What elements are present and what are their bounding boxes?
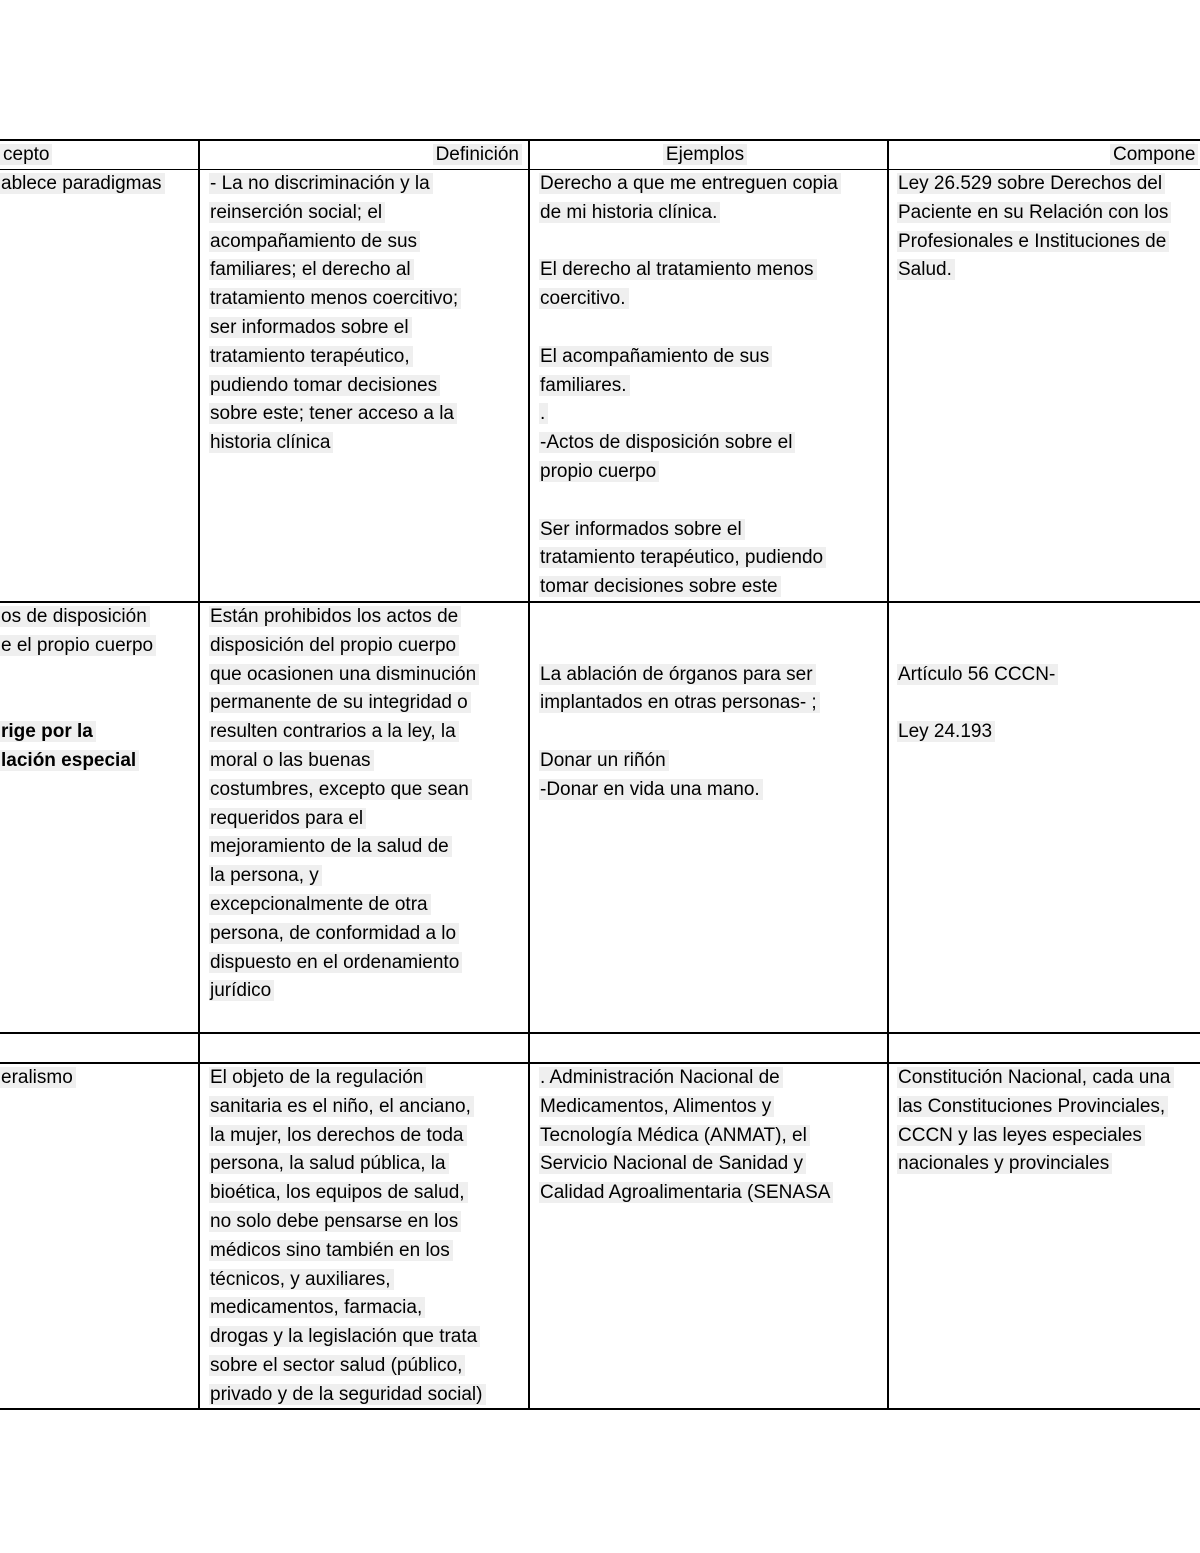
header-ejemplos: Ejemplos: [530, 141, 880, 169]
cell-text: mejoramiento de la salud de: [209, 836, 452, 857]
cell-text-line: [209, 949, 525, 978]
cell-text: sanitaria es el niño, el anciano,: [209, 1096, 474, 1117]
cell-text-line: [539, 661, 885, 690]
cell-text-line: [897, 632, 1200, 661]
header-componentes: Compone: [1110, 141, 1200, 169]
cell-text: Derecho a que me entreguen copia: [539, 173, 841, 194]
cell-text: coercitivo.: [539, 288, 629, 309]
cell-text: rige por la: [0, 721, 96, 742]
cell-text: CCCN y las leyes especiales: [897, 1125, 1145, 1146]
cell-text-line: [209, 747, 525, 776]
cell-text: nacionales y provinciales: [897, 1153, 1112, 1174]
cell-text-line: [897, 228, 1200, 257]
cell-text-line: [539, 170, 885, 199]
cell-text-line: [539, 199, 885, 228]
cell-text: Ley 26.529 sobre Derechos del: [897, 173, 1165, 194]
cell-text-line: [539, 776, 885, 805]
row-3-definicion-cell: [209, 1064, 525, 1410]
cell-text-line: [539, 573, 885, 602]
cell-text: técnicos, y auxiliares,: [209, 1269, 394, 1290]
cell-text: Tecnología Médica (ANMAT), el: [539, 1125, 810, 1146]
cell-text: reinserción social; el: [209, 202, 385, 223]
cell-text: privado y de la seguridad social): [209, 1384, 486, 1405]
cell-text: Medicamentos, Alimentos y: [539, 1096, 774, 1117]
cell-text: sobre este; tener acceso a la: [209, 403, 457, 424]
cell-text: Donar un riñón: [539, 750, 669, 771]
cell-text-line: [209, 429, 525, 458]
cell-text-line: [539, 458, 885, 487]
cell-text: no solo debe pensarse en los: [209, 1211, 461, 1232]
cell-text: El objeto de la regulación: [209, 1067, 426, 1088]
cell-text-line: [209, 718, 525, 747]
cell-text-line: [209, 776, 525, 805]
cell-text: .: [539, 403, 548, 424]
cell-text-line: [209, 1093, 525, 1122]
cell-text: Ser informados sobre el: [539, 519, 745, 540]
cell-text-line: [209, 862, 525, 891]
row2-bottom-border: [0, 1032, 1200, 1034]
cell-text: Paciente en su Relación con los: [897, 202, 1171, 223]
cell-text: la persona, y: [209, 865, 322, 886]
cell-text: . Administración Nacional de: [539, 1067, 783, 1088]
cell-text-line: [0, 632, 196, 661]
cell-text: familiares; el derecho al: [209, 259, 414, 280]
cell-text: jurídico: [209, 980, 274, 1001]
cell-text-line: [209, 891, 525, 920]
cell-text-line: [897, 256, 1200, 285]
row-1-definicion-cell: [209, 170, 525, 458]
cell-text: tratamiento terapéutico, pudiendo: [539, 547, 826, 568]
cell-text: acompañamiento de sus: [209, 231, 420, 252]
cell-text-line: [209, 256, 525, 285]
cell-text: persona, la salud pública, la: [209, 1153, 449, 1174]
cell-text: dispuesto en el ordenamiento: [209, 952, 462, 973]
cell-text: de mi historia clínica.: [539, 202, 720, 223]
cell-text-line: [539, 747, 885, 776]
cell-text: la mujer, los derechos de toda: [209, 1125, 467, 1146]
cell-text-line: [0, 661, 196, 690]
column-divider-3: [887, 139, 889, 1410]
cell-text-line: [209, 1179, 525, 1208]
row-2-concepto-cell: [0, 603, 196, 776]
cell-text-line: [539, 256, 885, 285]
cell-text: e el propio cuerpo: [0, 635, 156, 656]
cell-text: propio cuerpo: [539, 461, 659, 482]
cell-text-line: [209, 400, 525, 429]
cell-text: excepcionalmente de otra: [209, 894, 431, 915]
cell-text: persona, de conformidad a lo: [209, 923, 459, 944]
cell-text-line: [539, 285, 885, 314]
cell-text-line: [209, 689, 525, 718]
cell-text-line: [209, 199, 525, 228]
cell-text: [539, 490, 543, 511]
cell-text: Profesionales e Instituciones de: [897, 231, 1169, 252]
row-2-componentes-cell: [897, 603, 1200, 747]
cell-text: -Donar en vida una mano.: [539, 779, 763, 800]
cell-text-line: [0, 747, 196, 776]
cell-text-line: [539, 1093, 885, 1122]
cell-text: [0, 664, 4, 685]
cell-text-line: [897, 1122, 1200, 1151]
row-2-ejemplos-cell: [539, 603, 885, 805]
cell-text-line: [539, 1064, 885, 1093]
row-2-definicion-cell: [209, 603, 525, 1006]
cell-text-line: [539, 228, 885, 257]
cell-text-line: [209, 603, 525, 632]
cell-text-line: [539, 400, 885, 429]
row-1-componentes-cell: [897, 170, 1200, 285]
cell-text-line: [209, 372, 525, 401]
cell-text: Constitución Nacional, cada una: [897, 1067, 1174, 1088]
cell-text-line: [897, 1150, 1200, 1179]
cell-text-line: [209, 632, 525, 661]
cell-text-line: [539, 1122, 885, 1151]
cell-text: os de disposición: [0, 606, 150, 627]
cell-text-line: [539, 689, 885, 718]
row-3-concepto-cell: [0, 1064, 196, 1093]
cell-text: implantados en otras personas- ;: [539, 692, 820, 713]
cell-text-line: [539, 544, 885, 573]
cell-text: familiares.: [539, 375, 630, 396]
cell-text-line: [209, 1294, 525, 1323]
cell-text: El derecho al tratamiento menos: [539, 259, 817, 280]
cell-text: Ley 24.193: [897, 721, 995, 742]
cell-text-line: [897, 603, 1200, 632]
cell-text: [539, 317, 543, 338]
cell-text: Están prohibidos los actos de: [209, 606, 461, 627]
cell-text-line: [539, 632, 885, 661]
cell-text-line: [209, 1266, 525, 1295]
cell-text: historia clínica: [209, 432, 333, 453]
cell-text: eralismo: [0, 1067, 76, 1088]
cell-text: [897, 692, 901, 713]
cell-text: médicos sino también en los: [209, 1240, 453, 1261]
header-concepto: cepto: [0, 141, 196, 169]
cell-text-line: [209, 1381, 525, 1410]
cell-text-line: [539, 429, 885, 458]
cell-text: moral o las buenas: [209, 750, 374, 771]
cell-text: permanente de su integridad o: [209, 692, 471, 713]
cell-text: costumbres, excepto que sean: [209, 779, 472, 800]
cell-text: [897, 635, 901, 656]
cell-text: sobre el sector salud (público,: [209, 1355, 465, 1376]
cell-text-line: [209, 1352, 525, 1381]
cell-text: tratamiento menos coercitivo;: [209, 288, 461, 309]
cell-text-line: [209, 1150, 525, 1179]
cell-text-line: [0, 170, 196, 199]
row-3-ejemplos-cell: [539, 1064, 885, 1208]
cell-text-line: [209, 661, 525, 690]
cell-text: ablece paradigmas: [0, 173, 165, 194]
cell-text-line: [539, 343, 885, 372]
cell-text: que ocasionen una disminución: [209, 664, 479, 685]
column-divider-2: [528, 139, 530, 1410]
row-1-concepto-cell: [0, 170, 196, 199]
cell-text: [539, 606, 543, 627]
cell-text: - La no discriminación y la: [209, 173, 433, 194]
row-3-componentes-cell: [897, 1064, 1200, 1179]
cell-text-line: [539, 1179, 885, 1208]
cell-text-line: [209, 833, 525, 862]
cell-text-line: [0, 1064, 196, 1093]
cell-text: resulten contrarios a la ley, la: [209, 721, 459, 742]
cell-text: [539, 635, 543, 656]
cell-text-line: [0, 603, 196, 632]
cell-text: El acompañamiento de sus: [539, 346, 772, 367]
cell-text: Artículo 56 CCCN-: [897, 664, 1058, 685]
cell-text: Calidad Agroalimentaria (SENASA: [539, 1182, 833, 1203]
cell-text: medicamentos, farmacia,: [209, 1297, 425, 1318]
cell-text-line: [539, 1150, 885, 1179]
cell-text: [539, 721, 543, 742]
cell-text-line: [539, 516, 885, 545]
cell-text: pudiendo tomar decisiones: [209, 375, 440, 396]
cell-text-line: [209, 170, 525, 199]
cell-text-line: [209, 920, 525, 949]
cell-text-line: [897, 661, 1200, 690]
cell-text: bioética, los equipos de salud,: [209, 1182, 468, 1203]
cell-text-line: [897, 718, 1200, 747]
cell-text-line: [209, 977, 525, 1006]
cell-text: tratamiento terapéutico,: [209, 346, 413, 367]
cell-text-line: [897, 1093, 1200, 1122]
cell-text: lación especial: [0, 750, 139, 771]
cell-text-line: [539, 314, 885, 343]
cell-text-line: [539, 372, 885, 401]
cell-text-line: [0, 718, 196, 747]
cell-text: drogas y la legislación que trata: [209, 1326, 480, 1347]
cell-text-line: [209, 805, 525, 834]
cell-text-line: [539, 487, 885, 516]
cell-text-line: [209, 1323, 525, 1352]
cell-text: [0, 692, 4, 713]
cell-text: las Constituciones Provinciales,: [897, 1096, 1168, 1117]
cell-text-line: [897, 689, 1200, 718]
cell-text: Servicio Nacional de Sanidad y: [539, 1153, 806, 1174]
cell-text-line: [539, 603, 885, 632]
cell-text-line: [209, 228, 525, 257]
cell-text: -Actos de disposición sobre el: [539, 432, 795, 453]
cell-text: disposición del propio cuerpo: [209, 635, 459, 656]
column-divider-1: [198, 139, 200, 1410]
cell-text: tomar decisiones sobre este: [539, 576, 781, 597]
cell-text: Salud.: [897, 259, 955, 280]
cell-text-line: [897, 170, 1200, 199]
cell-text-line: [539, 718, 885, 747]
cell-text: ser informados sobre el: [209, 317, 412, 338]
cell-text: [897, 606, 901, 627]
cell-text-line: [209, 1237, 525, 1266]
header-definicion: Definición: [200, 141, 522, 169]
cell-text-line: [209, 1122, 525, 1151]
table-bottom-border: [0, 1408, 1200, 1410]
row-1-ejemplos-cell: [539, 170, 885, 602]
cell-text-line: [897, 1064, 1200, 1093]
cell-text-line: [0, 689, 196, 718]
cell-text-line: [209, 1208, 525, 1237]
cell-text-line: [209, 314, 525, 343]
cell-text: La ablación de órganos para ser: [539, 664, 816, 685]
cell-text-line: [897, 199, 1200, 228]
cell-text-line: [209, 285, 525, 314]
cell-text-line: [209, 343, 525, 372]
cell-text: requeridos para el: [209, 808, 366, 829]
cell-text: [539, 231, 543, 252]
cell-text-line: [209, 1064, 525, 1093]
